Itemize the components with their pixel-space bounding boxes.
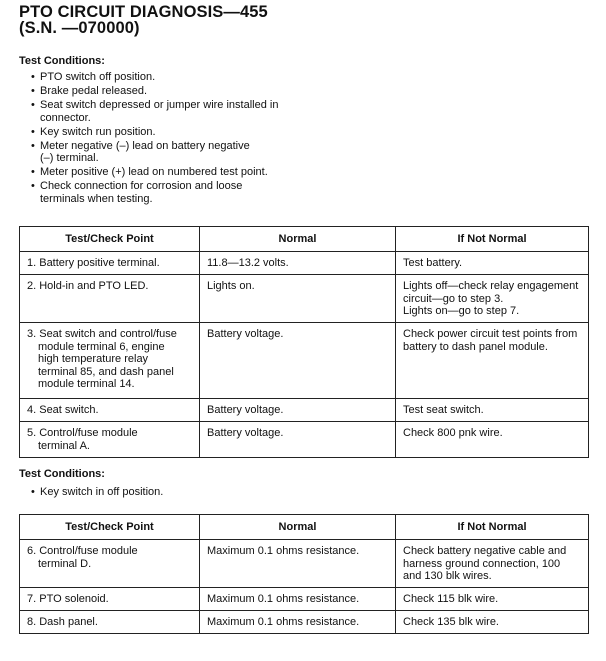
- condition-item: • Check connection for corrosion and loose terminals when testing.: [19, 180, 309, 205]
- column-header-if-not-normal: If Not Normal: [396, 515, 589, 540]
- test-conditions-list-2: [19, 486, 309, 500]
- test-point-cell: 2. Hold-in and PTO LED.: [27, 280, 149, 292]
- title-line-2: (S.N. —070000): [19, 19, 140, 37]
- test-table-2: [19, 514, 589, 634]
- column-header-test-point: Test/Check Point: [20, 227, 200, 252]
- normal-cell: Maximum 0.1 ohms resistance.: [207, 616, 360, 628]
- test-point-cell: 8. Dash panel.: [27, 616, 98, 628]
- condition-item: • Brake pedal released.: [19, 85, 309, 98]
- table-header-row: [20, 227, 589, 252]
- table-header-row: [20, 515, 589, 540]
- normal-cell: Maximum 0.1 ohms resistance.: [207, 593, 360, 605]
- normal-cell: 11.8—13.2 volts.: [207, 257, 289, 269]
- condition-item: • PTO switch off position.: [19, 71, 309, 84]
- if-not-normal-cell: Check 135 blk wire.: [403, 616, 499, 628]
- test-conditions-list-1: [19, 71, 309, 207]
- test-point-cell: 4. Seat switch.: [27, 404, 99, 416]
- table-row: [20, 399, 589, 422]
- test-point-cell: 5. Control/fuse module terminal A.: [27, 427, 138, 452]
- if-not-normal-cell: Check 115 blk wire.: [403, 593, 499, 605]
- page-title: [19, 4, 268, 36]
- test-conditions-heading-1: Test Conditions:: [19, 55, 105, 67]
- condition-item: • Key switch run position.: [19, 126, 309, 139]
- column-header-test-point: Test/Check Point: [20, 515, 200, 540]
- column-header-normal: Normal: [200, 515, 396, 540]
- table-row: [20, 323, 589, 399]
- table-row: [20, 540, 589, 588]
- condition-item: • Seat switch depressed or jumper wire installed in connector.: [19, 99, 309, 124]
- column-header-if-not-normal: If Not Normal: [396, 227, 589, 252]
- test-table-1: [19, 226, 589, 458]
- normal-cell: Battery voltage.: [207, 404, 284, 416]
- test-conditions-heading-2: Test Conditions:: [19, 468, 105, 480]
- if-not-normal-cell: Test battery.: [403, 257, 463, 269]
- table-row: [20, 252, 589, 275]
- test-point-cell: 6. Control/fuse module terminal D.: [27, 545, 138, 570]
- condition-item: • Key switch in off position.: [19, 486, 309, 499]
- test-point-cell: 3. Seat switch and control/fuse module terminal 6, engine high temperature relay terminal 85, and dash panel module terminal 14.: [27, 328, 177, 390]
- table-row: [20, 422, 589, 458]
- column-header-normal: Normal: [200, 227, 396, 252]
- condition-item: • Meter negative (–) lead on battery negative (–) terminal.: [19, 140, 309, 165]
- if-not-normal-cell: Test seat switch.: [403, 404, 484, 416]
- if-not-normal-cell: Check 800 pnk wire.: [403, 427, 503, 439]
- title-line-1: PTO CIRCUIT DIAGNOSIS—455: [19, 3, 268, 21]
- normal-cell: Maximum 0.1 ohms resistance.: [207, 545, 360, 557]
- if-not-normal-cell: Lights off—check relay engagement circuit—go to step 3. Lights on—go to step 7.: [403, 280, 579, 317]
- normal-cell: Lights on.: [207, 280, 255, 292]
- test-point-cell: 7. PTO solenoid.: [27, 593, 109, 605]
- table-row: [20, 275, 589, 323]
- if-not-normal-cell: Check power circuit test points from battery to dash panel module.: [403, 328, 578, 353]
- table-row: [20, 611, 589, 634]
- normal-cell: Battery voltage.: [207, 328, 284, 340]
- test-point-cell: 1. Battery positive terminal.: [27, 257, 160, 269]
- if-not-normal-cell: Check battery negative cable and harness ground connection, 100 and 130 blk wires.: [403, 545, 567, 582]
- normal-cell: Battery voltage.: [207, 427, 284, 439]
- table-row: [20, 588, 589, 611]
- condition-item: • Meter positive (+) lead on numbered test point.: [19, 166, 309, 179]
